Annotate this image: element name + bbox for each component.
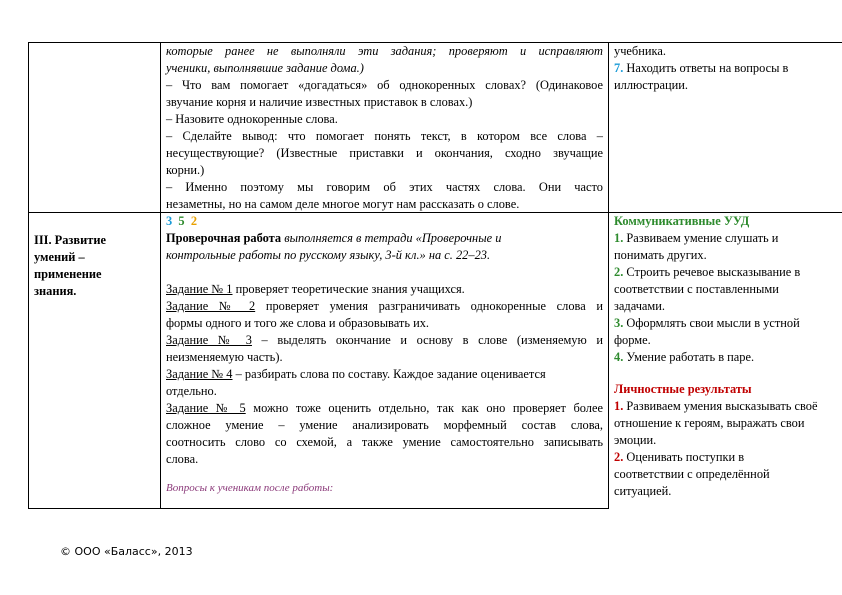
row2-lesson-content xyxy=(166,213,603,497)
text-line: – Назовите однокоренные слова. xyxy=(166,112,338,126)
task-item xyxy=(166,332,603,349)
text-line: звучание корня и наличие известных приставок в словах.) xyxy=(166,95,473,109)
text-line: отношение к героям, выражать свои xyxy=(614,416,805,430)
item-number: 3. xyxy=(614,316,624,330)
text-line: III. Развитие xyxy=(34,233,106,247)
comm-heading: Коммуникативные УУД xyxy=(614,214,750,228)
text-line: незаметны, но на самом деле многое могут нам рассказать о слове. xyxy=(166,197,520,211)
task-text: проверяет теоретические знания учащихся. xyxy=(232,282,465,296)
text-line: отдельно. xyxy=(166,384,217,398)
work-title: Проверочная работа xyxy=(166,231,282,245)
list-item xyxy=(614,349,838,366)
text-line: которые ранее не выполняли эти задания; проверяют и исправляют xyxy=(166,44,603,58)
list-item xyxy=(614,264,838,281)
task-label: Задание № 5 xyxy=(166,401,246,415)
task-text: – выделять окончание и основу в слове (изменяемую и xyxy=(251,333,603,347)
text-line: соответствии с определённой xyxy=(614,467,770,481)
text-line: контрольные работы по русскому языку, 3-й кл.» на с. 22–23. xyxy=(166,248,491,262)
task-item xyxy=(166,298,603,315)
text-line: форме. xyxy=(614,333,651,347)
text-line: – Именно поэтому мы говорим об этих частях слова. Они часто xyxy=(166,180,603,194)
work-desc: выполняется в тетради «Проверочные и xyxy=(284,231,502,245)
item-text: Находить ответы на вопросы в xyxy=(626,61,789,75)
task-item xyxy=(166,400,603,417)
stage-title xyxy=(34,232,156,300)
text-line: знания. xyxy=(34,284,77,298)
task-text: проверяет умения разграничивать однокоренные слова и xyxy=(255,299,603,313)
item-number: 2. xyxy=(614,265,624,279)
list-item xyxy=(614,315,838,332)
text-line: понимать других. xyxy=(614,248,707,262)
item-text: Развиваем умения высказывать своё xyxy=(626,399,818,413)
text-line: применение xyxy=(34,267,102,281)
text-line: – Сделайте вывод: что помогает понять текст, в котором все слова – xyxy=(166,129,603,143)
level-badges xyxy=(166,213,603,230)
task-label: Задание № 1 xyxy=(166,282,233,296)
text-line: – Что вам помогает «догадаться» об однокоренных словах? (Одинаковое xyxy=(166,78,603,92)
badge-2: 2 xyxy=(190,214,198,228)
item-text: Оценивать поступки в xyxy=(626,450,745,464)
table-bottom-border xyxy=(28,508,608,509)
copyright-footer: © ООО «Баласс», 2013 xyxy=(60,545,193,558)
item-number: 4. xyxy=(614,350,624,364)
task-label: Задание № 4 xyxy=(166,367,233,381)
list-item xyxy=(614,60,838,77)
text-line: эмоции. xyxy=(614,433,657,447)
item-text: Оформлять свои мысли в устной xyxy=(626,316,800,330)
text-line: умений – xyxy=(34,250,85,264)
text-line: иллюстрации. xyxy=(614,78,689,92)
item-number: 2. xyxy=(614,450,624,464)
list-item xyxy=(614,398,838,415)
item-text: Умение работать в паре. xyxy=(626,350,755,364)
questions-note: Вопросы к ученикам после работы: xyxy=(166,482,334,494)
item-text: Строить речевое высказывание в xyxy=(626,265,801,279)
text-line: неизменяемую часть). xyxy=(166,350,283,364)
item-number: 1. xyxy=(614,231,624,245)
personal-heading: Личностные результаты xyxy=(614,382,752,396)
row2-uud-column xyxy=(614,213,838,500)
text-line: соответствии с поставленными xyxy=(614,282,779,296)
item-number: 7. xyxy=(614,61,624,75)
text-line: соотносить слово со схемой, а также умение самостоятельно записывать xyxy=(166,435,603,449)
row1-uud-column xyxy=(614,43,838,94)
text-line: формы одного и того же слова и образовывать их. xyxy=(166,316,429,330)
column-divider-1 xyxy=(160,42,161,509)
text-line: слова. xyxy=(166,452,199,466)
row1-lesson-content xyxy=(166,43,603,213)
text-line: корни.) xyxy=(166,163,205,177)
text-line: ученики, выполнявшие задание дома.) xyxy=(166,61,364,75)
text-line: задачами. xyxy=(614,299,666,313)
item-text: Развиваем умение слушать и xyxy=(626,231,779,245)
task-text: можно тоже оценить отдельно, так как оно проверяет более xyxy=(245,401,603,415)
task-item xyxy=(166,281,603,298)
badge-5: 5 xyxy=(178,214,185,228)
list-item xyxy=(614,449,838,466)
text-line: учебника. xyxy=(614,44,666,58)
task-text: – разбирать слова по составу. Каждое задание оценивается xyxy=(232,367,546,381)
column-divider-2 xyxy=(608,42,609,509)
task-label: Задание № 3 xyxy=(166,333,252,347)
badge-3: 3 xyxy=(166,214,173,228)
text-line: ситуацией. xyxy=(614,484,672,498)
text-line: несуществующие? (Известные приставки и окончания, сходно звучащие xyxy=(166,146,603,160)
task-label: Задание № 2 xyxy=(166,299,256,313)
text-line: сложное умение – умение анализировать морфемный состав слова, xyxy=(166,418,603,432)
work-heading xyxy=(166,230,603,247)
list-item xyxy=(614,230,838,247)
table-left-border xyxy=(28,42,29,509)
task-item xyxy=(166,366,603,383)
item-number: 1. xyxy=(614,399,624,413)
